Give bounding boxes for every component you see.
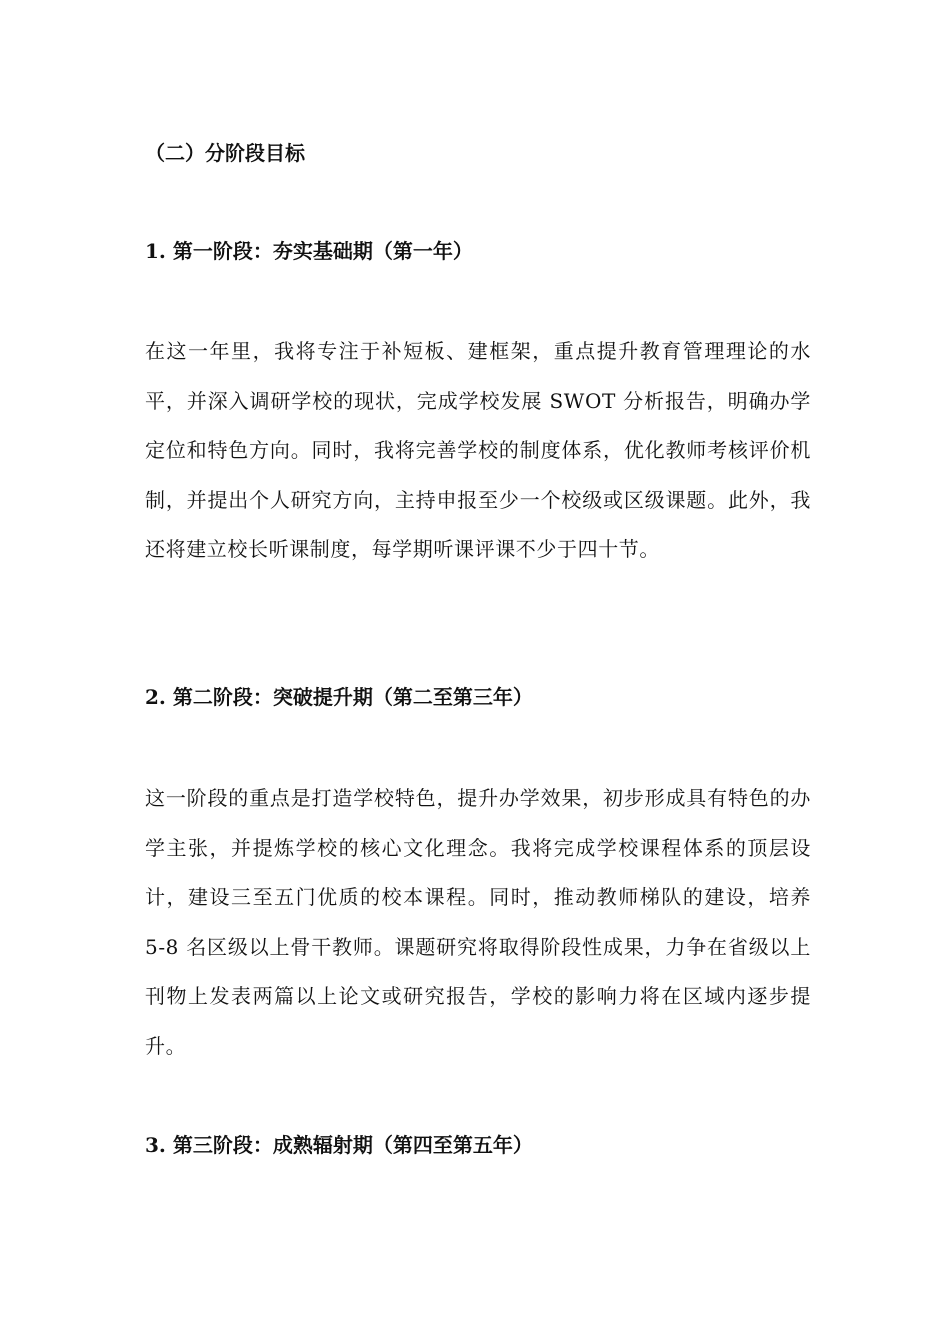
stage-2-heading: 2. 第二阶段：突破提升期（第二至第三年） — [145, 685, 533, 709]
stage-3-heading: 3. 第三阶段：成熟辐射期（第四至第五年） — [145, 1133, 533, 1157]
stage-1-heading: 1. 第一阶段：夯实基础期（第一年） — [145, 239, 473, 263]
stage-2-paragraph: 这一阶段的重点是打造学校特色，提升办学效果，初步形成具有特色的办学主张，并提炼学校的核心文化理念。我将完成学校课程体系的顶层设计，建设三至五门优质的校本课程。同时，推动教师梯队的建设，培养 5-8 名区级以上骨干教师。课题研究将取得阶段性成果，力争在省级以上刊物上发表两篇以上论文或研究报告，学校的影响力将在区域内逐步提升。 — [145, 786, 811, 1058]
stage-1-paragraph: 在这一年里，我将专注于补短板、建框架，重点提升教育管理理论的水平，并深入调研学校的现状，完成学校发展 SWOT 分析报告，明确办学定位和特色方向。同时，我将完善学校的制度体系，优化教师考核评价机制，并提出个人研究方向，主持申报至少一个校级或区级课题。此外，我还将建立校长听课制度，每学期听课评课不少于四十节。 — [145, 339, 811, 561]
section-title: （二）分阶段目标 — [145, 141, 305, 165]
